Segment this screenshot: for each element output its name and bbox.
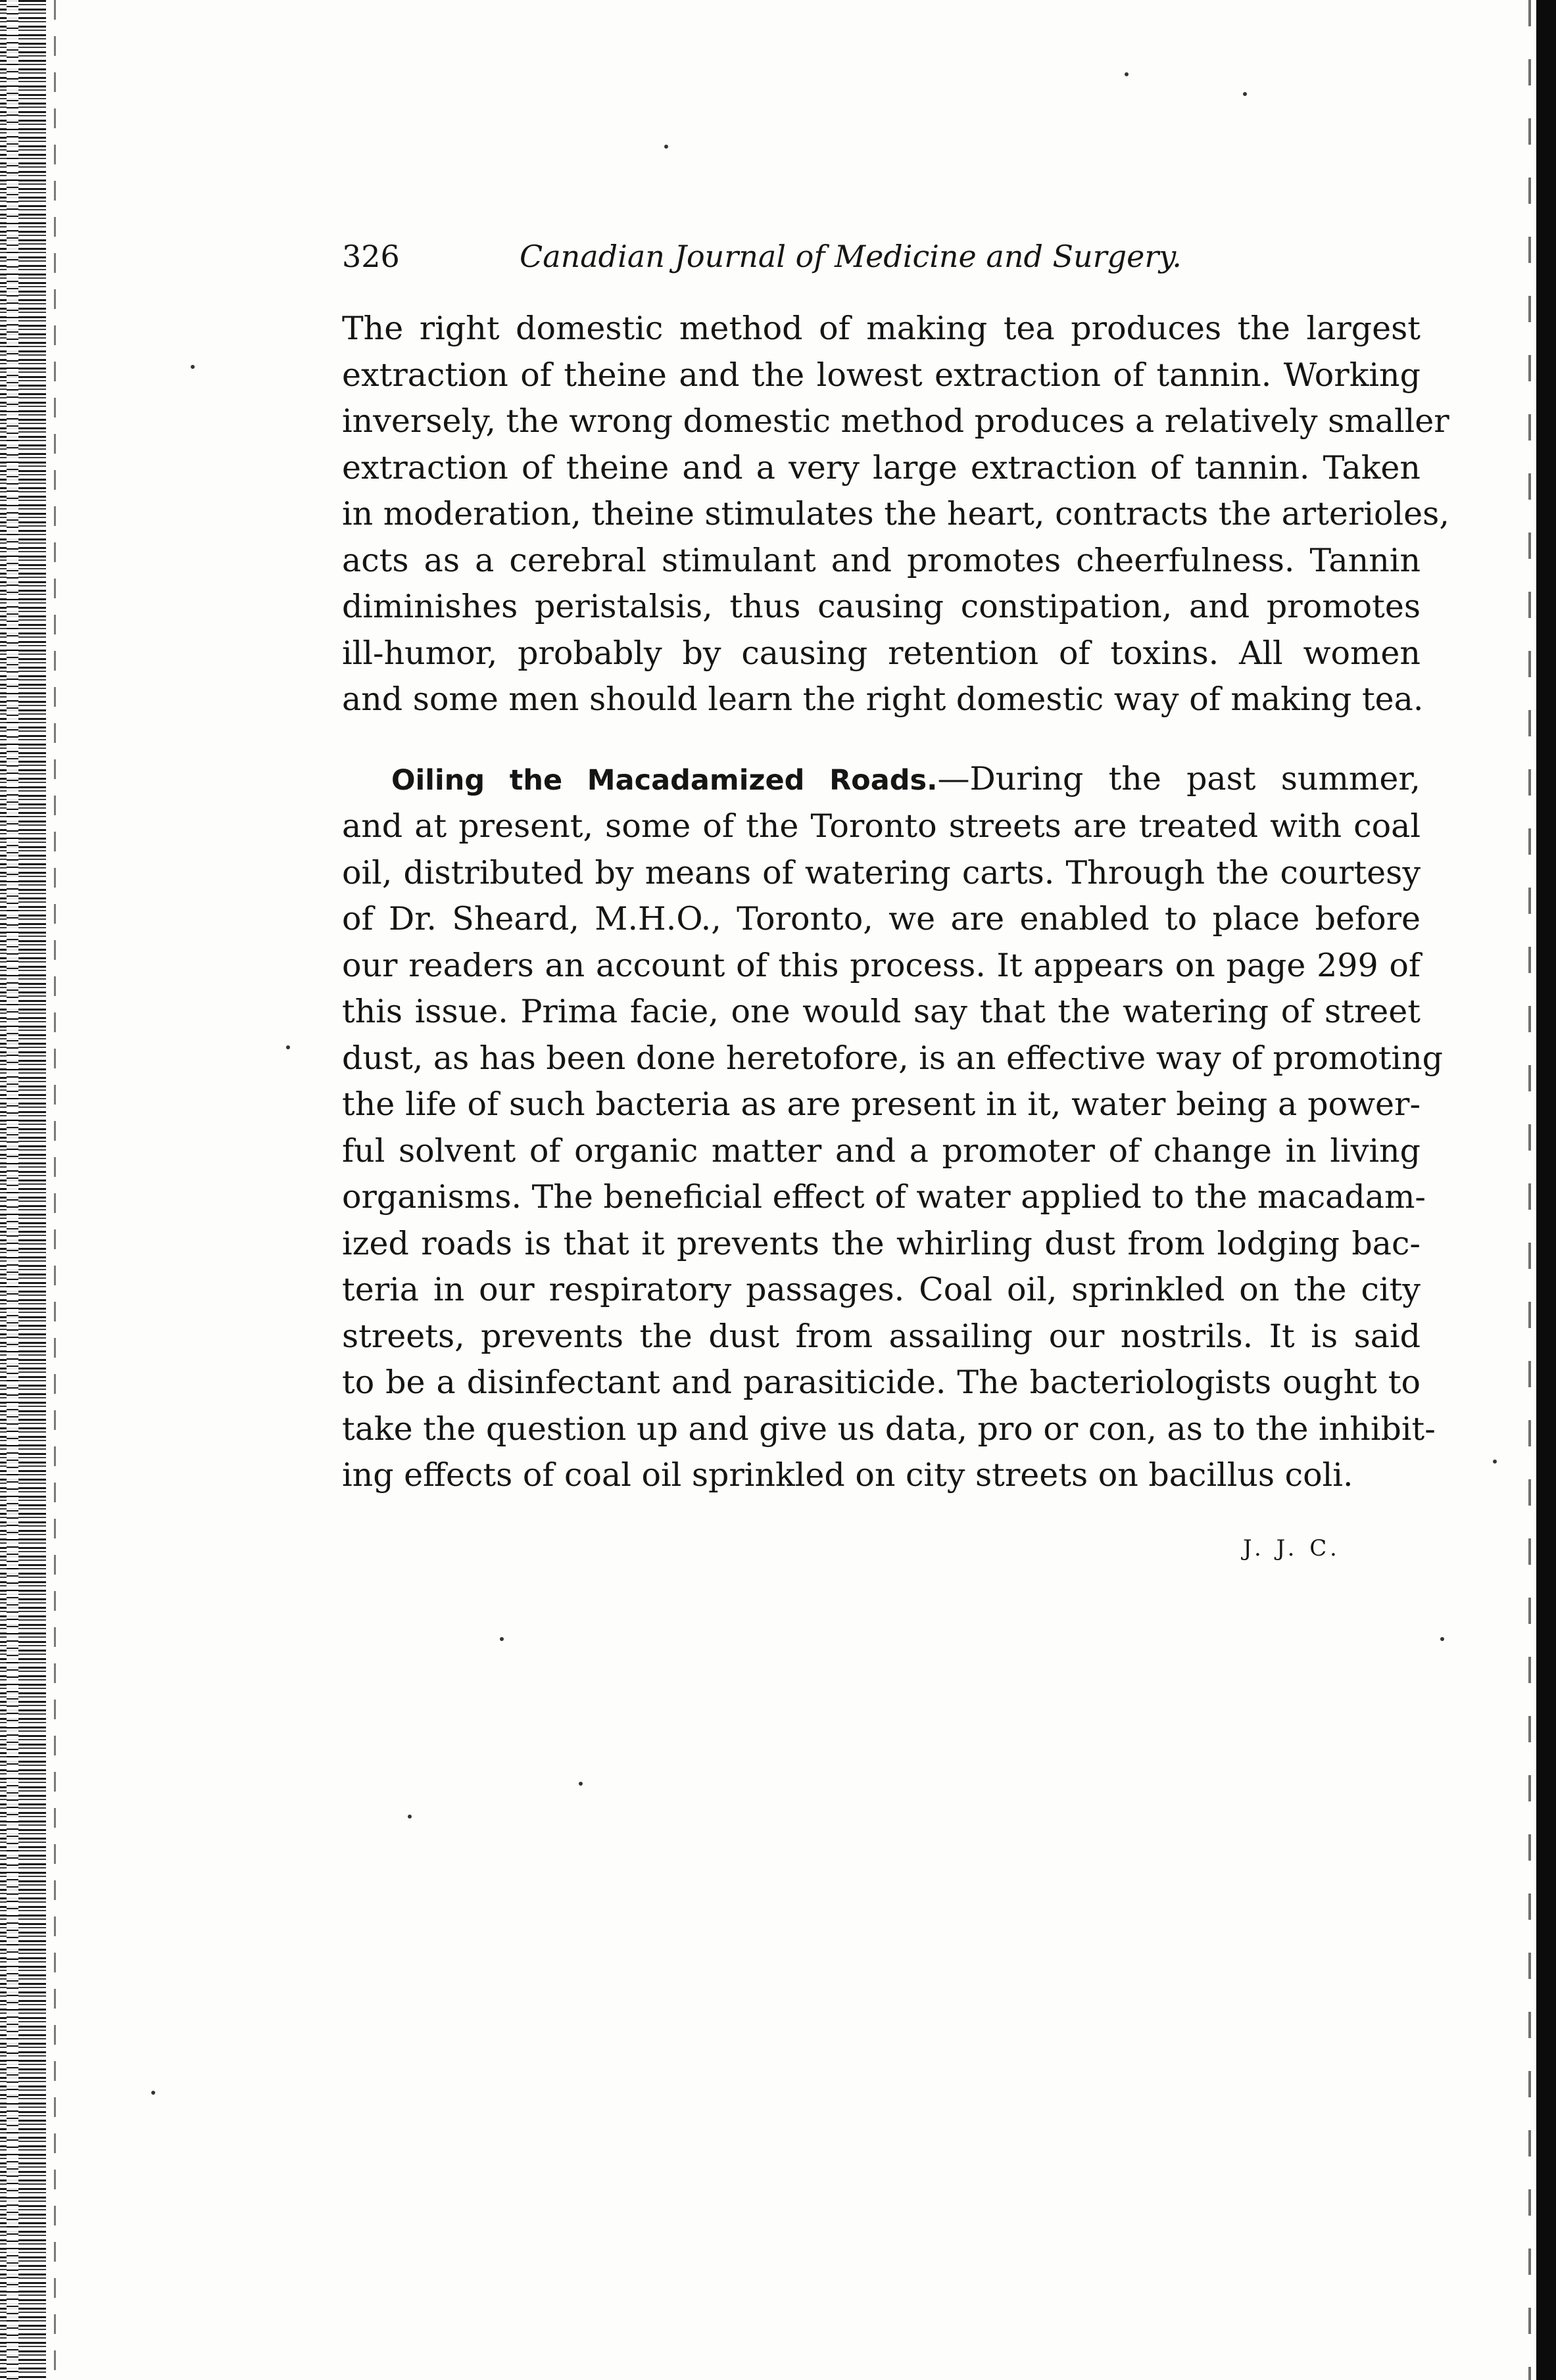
text-line: the life of such bacteria as are present in it, water being a power- (342, 1085, 1421, 1123)
page-header (342, 237, 1421, 283)
binding-edge-detail (7, 0, 18, 2380)
text-line: acts as a cerebral stimulant and promotes cheerfulness. Tannin (342, 541, 1421, 579)
scan-speck (579, 1782, 583, 1786)
journal-title: Canadian Journal of Medicine and Surgery. (520, 239, 1182, 274)
text-line: and some men should learn the right domestic way of making tea. (342, 680, 1424, 718)
text-line: diminishes peristalsis, thus causing constipation, and promotes (342, 588, 1421, 625)
paragraph-roads (342, 756, 1443, 1499)
scan-speck (408, 1815, 412, 1819)
scan-speck (286, 1045, 290, 1049)
text-line: this issue. Prima facie, one would say that the watering of street (342, 993, 1421, 1030)
text-line: organisms. The beneficial effect of water applied to the macadam- (342, 1178, 1426, 1216)
text-line: take the question up and give us data, pro or con, as to the inhibit- (342, 1410, 1436, 1448)
scan-speck (1125, 72, 1129, 76)
text-line: our readers an account of this process. It appears on page 299 of (342, 946, 1421, 984)
text-line: extraction of theine and the lowest extraction of tannin. Working (342, 356, 1421, 394)
text-line: of Dr. Sheard, M.H.O., Toronto, we are enabled to place before (342, 900, 1421, 938)
paragraph-tea (342, 306, 1449, 723)
text-line: ing effects of coal oil sprinkled on city streets on bacillus coli. (342, 1456, 1353, 1494)
right-scan-edge-line (1528, 0, 1531, 2380)
text-line: in moderation, theine stimulates the heart, contracts the arterioles, (342, 495, 1449, 533)
binding-shadow-line (54, 0, 56, 2380)
scan-speck (664, 145, 668, 149)
scan-speck (1243, 92, 1247, 96)
section-heading: Oiling the Macadamized Roads. (391, 763, 938, 797)
author-initials: J. J. C. (1243, 1535, 1341, 1561)
text-line: streets, prevents the dust from assailing our nostrils. It is said (342, 1317, 1421, 1355)
right-scan-edge (1536, 0, 1556, 2380)
article-body (342, 306, 1449, 1499)
text-line: teria in our respiratory passages. Coal oil, sprinkled on the city (342, 1271, 1421, 1308)
text-line: The right domestic method of making tea produces the largest (342, 310, 1421, 347)
text-line: extraction of theine and a very large extraction of tannin. Taken (342, 448, 1421, 487)
text-line: dust, as has been done heretofore, is an effective way of promoting (342, 1039, 1443, 1077)
text-line: and at present, some of the Toronto streets are treated with coal (342, 807, 1421, 845)
scan-speck (191, 365, 195, 369)
text-line: inversely, the wrong domestic method produces a relatively smaller (342, 402, 1449, 440)
scan-speck (500, 1637, 504, 1641)
text-line-rest: —During the past summer, (937, 759, 1421, 797)
text-line: to be a disinfectant and parasiticide. The bacteriologists ought to (342, 1364, 1421, 1401)
scan-speck (151, 2091, 155, 2095)
scan-speck (1493, 1460, 1497, 1464)
text-line: ill-humor, probably by causing retention of toxins. All women (342, 634, 1421, 672)
text-line: oil, distributed by means of watering carts. Through the courtesy (342, 853, 1421, 892)
page-number: 326 (342, 239, 400, 274)
text-line-with-heading (342, 756, 1421, 804)
text-line: ized roads is that it prevents the whirling dust from lodging bac- (342, 1224, 1421, 1262)
paragraph-gap (342, 723, 1421, 756)
scan-speck (1440, 1637, 1444, 1641)
text-line: ful solvent of organic matter and a promoter of change in living (342, 1131, 1421, 1170)
